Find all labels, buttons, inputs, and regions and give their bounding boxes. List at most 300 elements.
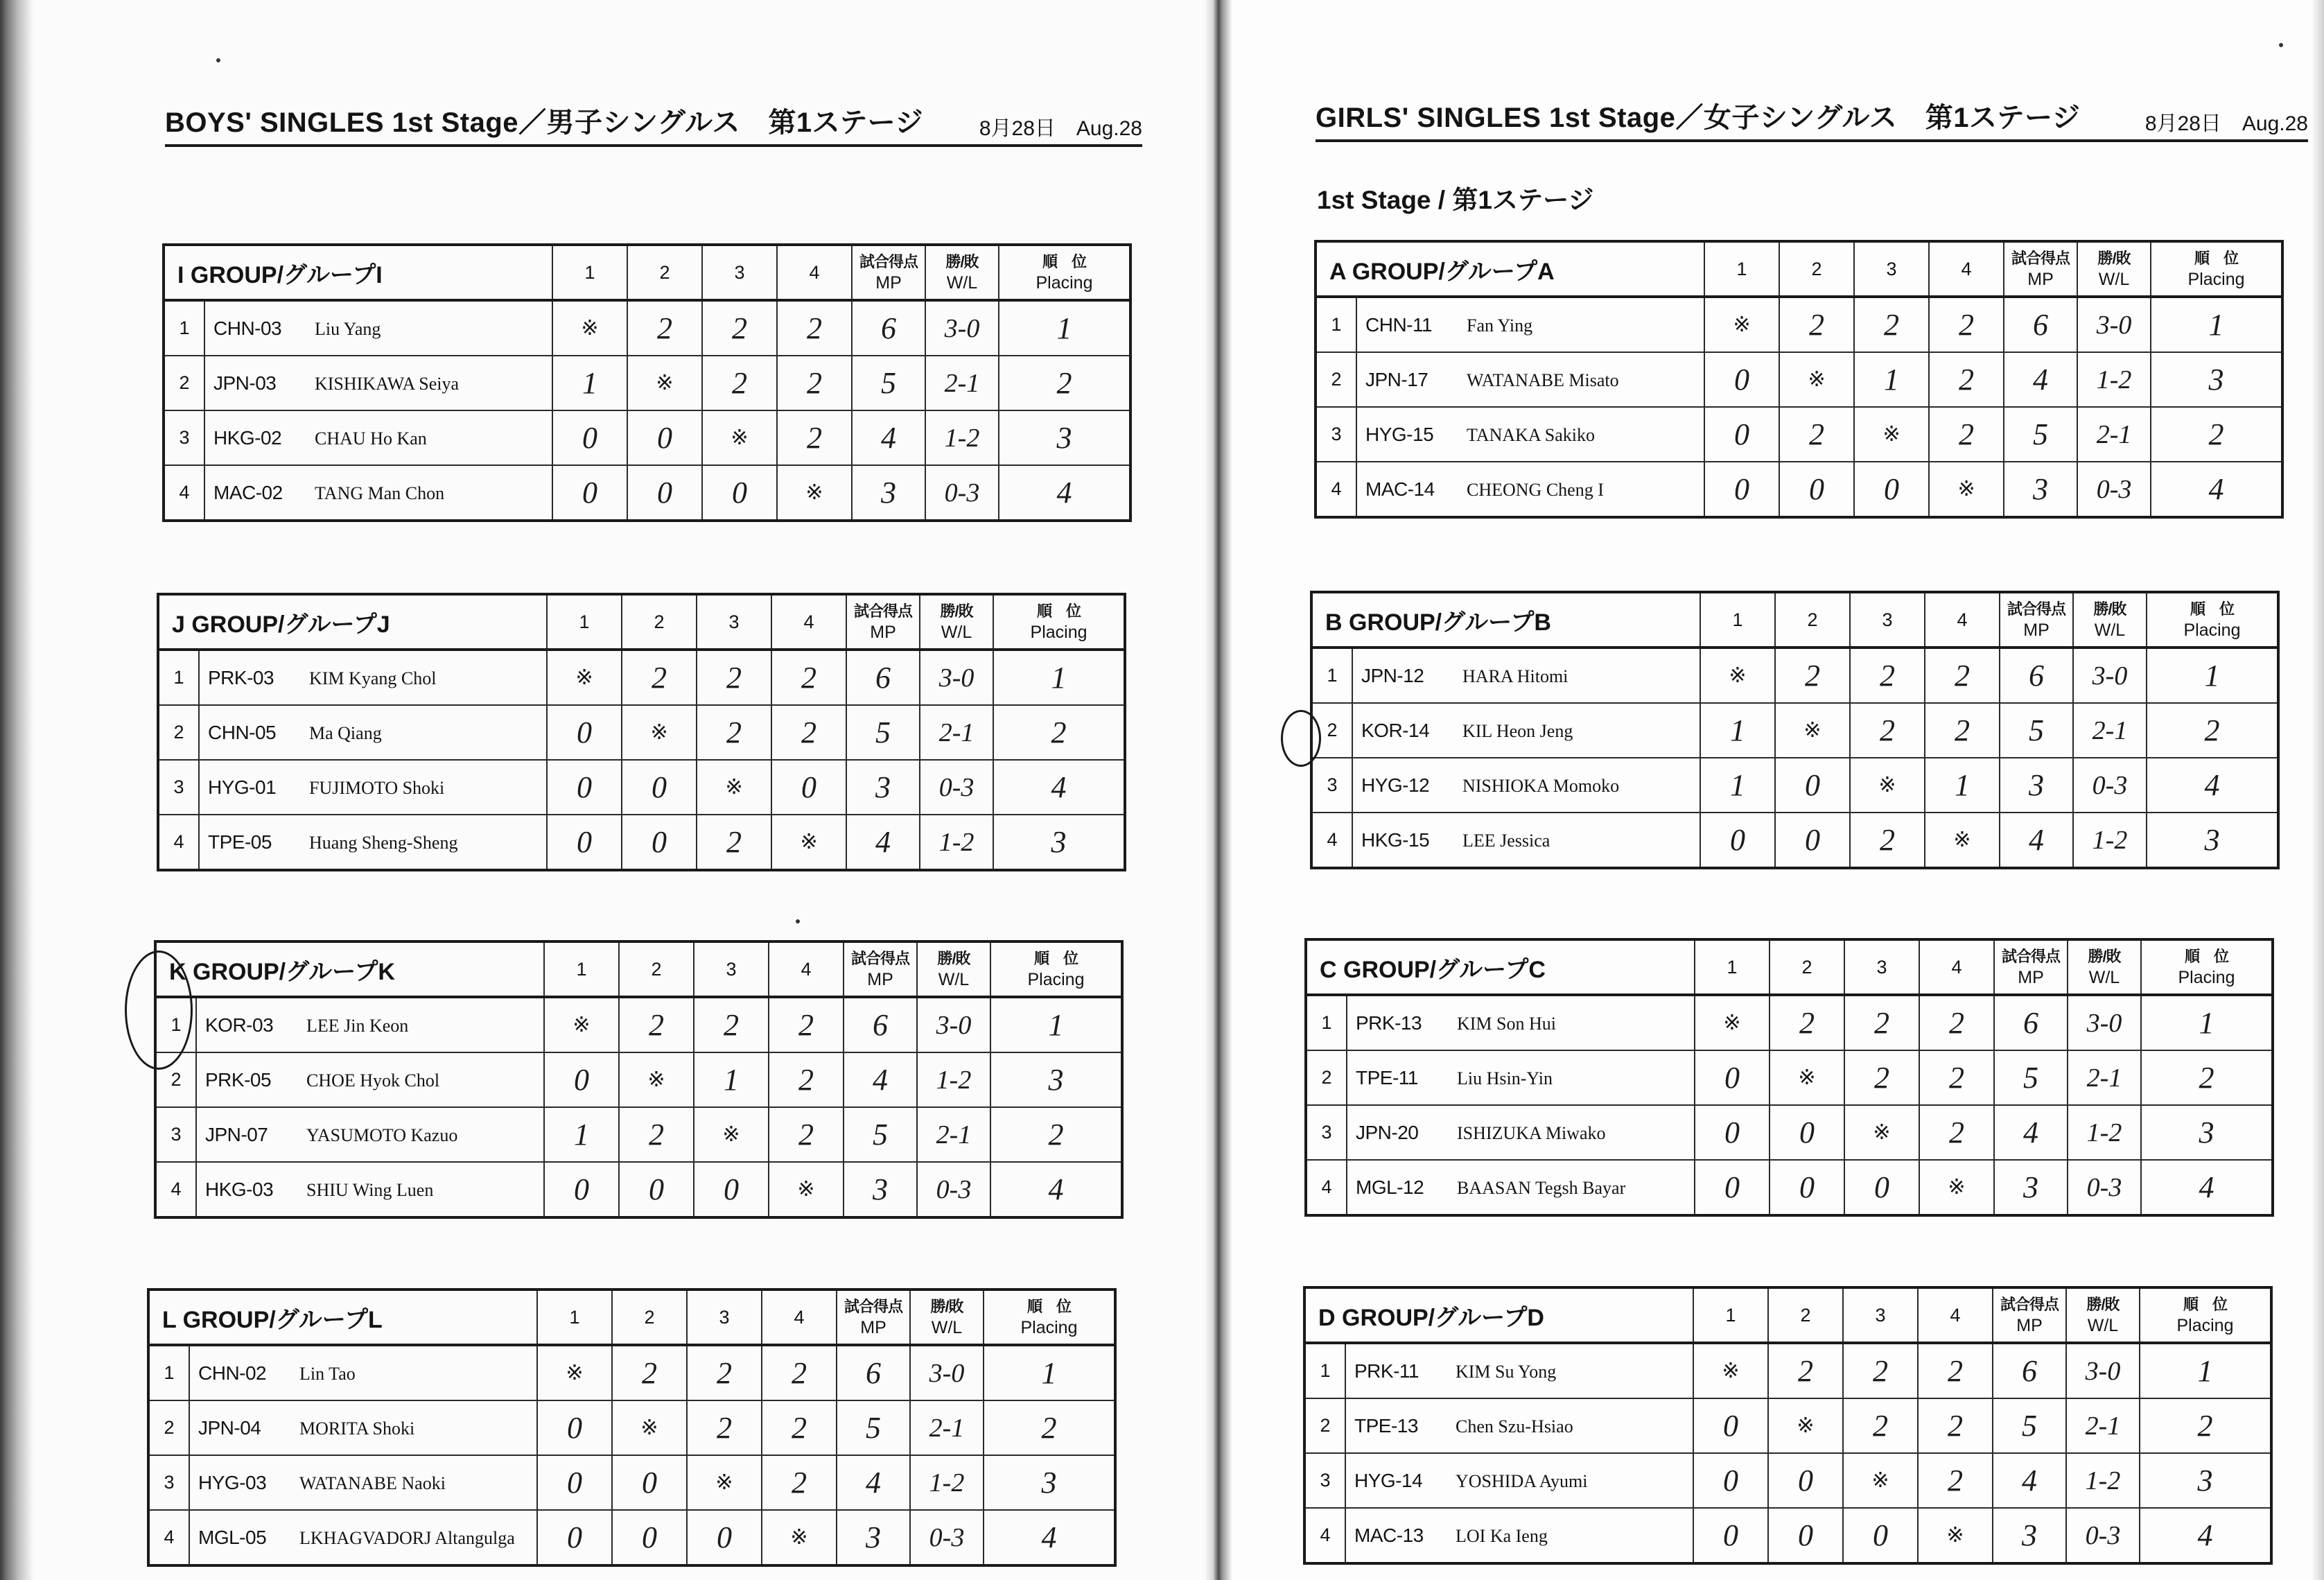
group-name: D GROUP/グループD [1304, 1287, 1693, 1343]
placing-header-jp: 順 位 [2184, 948, 2228, 965]
mp-header-en: MP [2016, 1316, 2043, 1335]
table-row [1304, 1453, 2271, 1508]
match-score: 2 [687, 1400, 762, 1455]
group-table [154, 940, 1124, 1219]
match-score: 2 [1918, 1343, 1993, 1398]
match-score: 2 [777, 410, 852, 465]
match-score: 0 [1704, 462, 1779, 517]
wl-header [2066, 1287, 2140, 1343]
match-score: 1 [1700, 703, 1775, 758]
match-score: 0 [1779, 462, 1854, 517]
match-score: 0 [552, 410, 627, 465]
player-cell [204, 300, 552, 356]
table-row [1306, 1050, 2273, 1105]
player-code: CHN-11 [1365, 313, 1433, 336]
opponent-column-header: 2 [622, 594, 697, 650]
match-points: 6 [846, 650, 920, 705]
player-name: Fan Ying [1467, 315, 1533, 336]
player-name: MORITA Shoki [299, 1418, 415, 1439]
placing: 2 [2141, 1050, 2273, 1105]
win-loss: 1-2 [910, 1455, 984, 1510]
self-match-mark: ※ [1919, 1160, 1994, 1215]
wl-header [910, 1290, 984, 1345]
seed-number: 1 [1304, 1343, 1345, 1398]
match-score: 0 [1770, 1160, 1844, 1215]
group-header-row [164, 245, 1130, 300]
mp-header [2004, 241, 2077, 297]
player-code: PRK-13 [1356, 1012, 1422, 1034]
match-score: 2 [1775, 648, 1850, 703]
table-row [155, 1162, 1122, 1217]
wl-header-jp: 勝/敗 [940, 602, 973, 620]
boys-date: 8月28日 Aug.28 [979, 117, 1142, 140]
match-score: 0 [612, 1455, 687, 1510]
player-code: HKG-02 [213, 426, 282, 449]
group-name: J GROUP/グループJ [158, 594, 547, 650]
match-score: 0 [1768, 1453, 1843, 1508]
table-row [1316, 297, 2282, 352]
table-row [1311, 813, 2278, 868]
placing-header-en: Placing [2178, 968, 2235, 987]
match-score: 2 [694, 997, 769, 1052]
match-score: 0 [627, 465, 702, 521]
player-cell [1345, 1398, 1693, 1453]
match-score: 1 [694, 1052, 769, 1107]
seed-number: 1 [1316, 297, 1356, 352]
player-cell [1356, 407, 1704, 462]
match-score: 1 [552, 356, 627, 410]
placing-header-jp: 順 位 [1037, 602, 1081, 620]
win-loss: 3-0 [917, 997, 990, 1052]
match-score: 0 [1693, 1508, 1768, 1563]
placing: 1 [993, 650, 1125, 705]
player-name: LKHAGVADORJ Altangulga [299, 1527, 515, 1548]
win-loss: 2-1 [917, 1107, 990, 1162]
boys-header [165, 104, 1142, 147]
placing-header-en: Placing [2176, 1316, 2234, 1335]
match-score: 0 [694, 1162, 769, 1217]
player-name: YASUMOTO Kazuo [306, 1125, 458, 1145]
player-name: NISHIOKA Momoko [1462, 775, 1620, 796]
placing: 1 [999, 300, 1130, 356]
placing: 3 [2140, 1453, 2271, 1508]
match-score: 2 [777, 356, 852, 410]
match-points: 6 [852, 300, 925, 356]
match-points: 3 [2004, 462, 2077, 517]
table-row [1306, 995, 2273, 1050]
match-score: 2 [1929, 407, 2004, 462]
wl-header-en: W/L [938, 970, 970, 989]
girls-subtitle: 1st Stage / 第1ステージ [1317, 186, 1594, 214]
table-row [155, 1052, 1122, 1107]
win-loss: 0-3 [920, 760, 993, 815]
player-code: JPN-20 [1356, 1121, 1419, 1143]
player-name: TANAKA Sakiko [1467, 424, 1595, 445]
player-code: HYG-03 [198, 1471, 267, 1493]
player-name: WATANABE Naoki [299, 1473, 446, 1493]
placing-header-jp: 順 位 [1042, 253, 1086, 270]
player-cell [1345, 1343, 1693, 1398]
match-points: 5 [2000, 703, 2073, 758]
match-points: 5 [844, 1107, 917, 1162]
mp-header-en: MP [2018, 968, 2044, 987]
match-points: 3 [844, 1162, 917, 1217]
page-gutter [1205, 0, 1232, 1580]
player-cell [1352, 703, 1700, 758]
win-loss: 0-3 [2068, 1160, 2141, 1215]
placing: 3 [2147, 813, 2278, 868]
seed-number: 4 [148, 1510, 189, 1565]
wl-header-jp: 勝/敗 [937, 950, 970, 967]
seed-number: 3 [1311, 758, 1352, 813]
player-code: PRK-05 [205, 1068, 272, 1091]
match-points: 5 [2004, 407, 2077, 462]
seed-number: 4 [164, 465, 204, 521]
player-cell [1345, 1508, 1693, 1563]
player-cell [204, 465, 552, 521]
handwritten-circle-b-group [1281, 710, 1321, 767]
mp-header-jp: 試合得点 [2007, 600, 2065, 618]
self-match-mark: ※ [1843, 1453, 1918, 1508]
player-code: MAC-13 [1354, 1524, 1424, 1546]
table-row [148, 1510, 1115, 1565]
wl-header [2077, 241, 2151, 297]
win-loss: 2-1 [2077, 407, 2151, 462]
placing-header-en: Placing [1020, 1318, 1078, 1337]
win-loss: 2-1 [925, 356, 999, 410]
match-points: 5 [852, 356, 925, 410]
match-score: 2 [1925, 648, 2000, 703]
player-code: HYG-12 [1361, 774, 1430, 796]
player-name: LOI Ka Ieng [1456, 1525, 1548, 1546]
opponent-column-header: 1 [537, 1290, 612, 1345]
player-code: TPE-13 [1354, 1414, 1418, 1436]
placing-header-en: Placing [1030, 623, 1087, 642]
girls-title: GIRLS' SINGLES 1st Stage／女子シングルス 第1ステージ [1316, 103, 2081, 133]
placing: 1 [2141, 995, 2273, 1050]
match-score: 2 [1919, 1105, 1994, 1160]
placing-header [2141, 939, 2273, 995]
table-row [1304, 1508, 2271, 1563]
seed-number: 4 [158, 815, 199, 870]
wl-header [920, 594, 993, 650]
player-code: JPN-04 [198, 1416, 261, 1439]
match-score: 0 [619, 1162, 694, 1217]
mp-header [2000, 592, 2073, 648]
match-score: 2 [1843, 1343, 1918, 1398]
self-match-mark: ※ [544, 997, 619, 1052]
opponent-column-header: 3 [1850, 592, 1925, 648]
match-score: 2 [622, 650, 697, 705]
table-row [1316, 462, 2282, 517]
match-points: 6 [1993, 1343, 2066, 1398]
win-loss: 2-1 [910, 1400, 984, 1455]
match-score: 0 [547, 815, 622, 870]
mp-header-en: MP [2023, 620, 2050, 640]
placing: 4 [984, 1510, 1115, 1565]
opponent-column-header: 4 [1919, 939, 1994, 995]
match-score: 0 [1844, 1160, 1919, 1215]
seed-number: 3 [155, 1107, 196, 1162]
match-score: 2 [697, 650, 771, 705]
opponent-column-header: 2 [1775, 592, 1850, 648]
player-name: BAASAN Tegsh Bayar [1457, 1177, 1626, 1198]
match-score: 2 [1770, 995, 1844, 1050]
seed-number: 3 [1316, 407, 1356, 462]
placing: 1 [2140, 1343, 2271, 1398]
placing-header-en: Placing [1036, 273, 1093, 293]
win-loss: 3-0 [2066, 1343, 2140, 1398]
placing-header-jp: 順 位 [2190, 600, 2234, 618]
table-row [1316, 352, 2282, 407]
opponent-column-header: 4 [1929, 241, 2004, 297]
player-code: MGL-05 [198, 1526, 267, 1548]
self-match-mark: ※ [1700, 648, 1775, 703]
player-cell [204, 356, 552, 410]
seed-number: 2 [1311, 703, 1352, 758]
girls-date: 8月28日 Aug.28 [2144, 112, 2308, 135]
opponent-column-header: 1 [1700, 592, 1775, 648]
player-name: Chen Szu-Hsiao [1456, 1416, 1573, 1436]
match-score: 1 [1925, 758, 2000, 813]
opponent-column-header: 4 [769, 941, 844, 997]
match-points: 5 [846, 705, 920, 760]
win-loss: 3-0 [2068, 995, 2141, 1050]
player-name: WATANABE Misato [1467, 370, 1619, 390]
player-code: PRK-11 [1354, 1360, 1419, 1382]
player-cell [1352, 648, 1700, 703]
player-code: TPE-11 [1356, 1066, 1418, 1088]
player-name: CHEONG Cheng I [1467, 479, 1604, 500]
player-cell [1356, 297, 1704, 352]
group-table [1303, 1286, 2273, 1565]
seed-number: 2 [155, 1052, 196, 1107]
opponent-column-header: 2 [1779, 241, 1854, 297]
match-score: 0 [771, 760, 846, 815]
table-row [155, 997, 1122, 1052]
placing-header-en: Placing [2183, 620, 2241, 640]
self-match-mark: ※ [1925, 813, 2000, 868]
group-table [147, 1288, 1117, 1567]
group-header-row [1311, 592, 2278, 648]
player-name: ISHIZUKA Miwako [1457, 1122, 1606, 1143]
wl-header-jp: 勝/敗 [2086, 1296, 2120, 1313]
table-row [148, 1455, 1115, 1510]
match-score: 0 [622, 760, 697, 815]
group-name: I GROUP/グループI [164, 245, 552, 300]
seed-number: 2 [1304, 1398, 1345, 1453]
match-points: 6 [2000, 648, 2073, 703]
match-score: 0 [537, 1455, 612, 1510]
match-points: 6 [837, 1345, 910, 1400]
placing: 4 [2151, 462, 2282, 517]
match-score: 0 [1843, 1508, 1918, 1563]
self-match-mark: ※ [762, 1510, 837, 1565]
girls-header [1316, 99, 2308, 142]
match-points: 3 [2000, 758, 2073, 813]
wl-header-en: W/L [2087, 1316, 2119, 1335]
player-name: KIL Heon Jeng [1462, 720, 1573, 741]
player-code: CHN-02 [198, 1362, 267, 1384]
mp-header-en: MP [870, 623, 896, 642]
match-score: 2 [1919, 1050, 1994, 1105]
group-header-row [1306, 939, 2273, 995]
player-name: LEE Jessica [1462, 830, 1550, 851]
match-points: 4 [1994, 1105, 2068, 1160]
group-header-row [155, 941, 1122, 997]
opponent-column-header: 1 [1693, 1287, 1768, 1343]
match-score: 2 [1929, 352, 2004, 407]
mp-header [1994, 939, 2068, 995]
match-score: 0 [1693, 1398, 1768, 1453]
group-name: C GROUP/グループC [1306, 939, 1695, 995]
opponent-column-header: 1 [1695, 939, 1770, 995]
group-name: K GROUP/グループK [155, 941, 544, 997]
player-name: YOSHIDA Ayumi [1456, 1470, 1588, 1491]
player-code: HYG-01 [208, 776, 277, 798]
seed-number: 4 [1304, 1508, 1345, 1563]
player-cell [196, 997, 544, 1052]
placing: 2 [984, 1400, 1115, 1455]
match-points: 5 [837, 1400, 910, 1455]
self-match-mark: ※ [769, 1162, 844, 1217]
match-score: 0 [547, 760, 622, 815]
match-score: 2 [1779, 297, 1854, 352]
group-table [157, 593, 1126, 871]
wl-header-jp: 勝/敗 [945, 253, 979, 270]
seed-number: 2 [1306, 1050, 1347, 1105]
opponent-column-header: 2 [619, 941, 694, 997]
table-row [158, 760, 1125, 815]
match-score: 2 [1843, 1398, 1918, 1453]
match-score: 2 [619, 1107, 694, 1162]
placing: 2 [993, 705, 1125, 760]
seed-number: 3 [1306, 1105, 1347, 1160]
player-cell [204, 410, 552, 465]
player-code: JPN-03 [213, 372, 277, 394]
match-points: 3 [846, 760, 920, 815]
table-row [148, 1400, 1115, 1455]
wl-header-jp: 勝/敗 [930, 1298, 963, 1315]
win-loss: 1-2 [2073, 813, 2147, 868]
mp-header-en: MP [860, 1318, 886, 1337]
handwritten-circle-k-group [125, 950, 193, 1070]
match-score: 0 [1695, 1050, 1770, 1105]
seed-number: 1 [1306, 995, 1347, 1050]
opponent-column-header: 3 [694, 941, 769, 997]
match-score: 2 [762, 1400, 837, 1455]
seed-number: 4 [1316, 462, 1356, 517]
scan-speck [2279, 43, 2283, 47]
self-match-mark: ※ [1704, 297, 1779, 352]
wl-header-en: W/L [2088, 968, 2120, 987]
match-score: 2 [687, 1345, 762, 1400]
opponent-column-header: 4 [777, 245, 852, 300]
table-row [164, 465, 1130, 521]
table-row [1306, 1105, 2273, 1160]
placing: 1 [2151, 297, 2282, 352]
seed-number: 1 [158, 650, 199, 705]
match-score: 1 [1854, 352, 1929, 407]
win-loss: 0-3 [910, 1510, 984, 1565]
boys-title: BOYS' SINGLES 1st Stage／男子シングルス 第1ステージ [165, 107, 923, 138]
match-score: 2 [771, 650, 846, 705]
self-match-mark: ※ [702, 410, 777, 465]
table-row [1311, 703, 2278, 758]
mp-header-en: MP [867, 970, 893, 989]
match-score: 2 [1850, 648, 1925, 703]
match-score: 0 [552, 465, 627, 521]
placing-header [2151, 241, 2282, 297]
match-score: 2 [762, 1455, 837, 1510]
placing: 2 [2151, 407, 2282, 462]
group-table [1310, 591, 2280, 869]
placing: 3 [984, 1455, 1115, 1510]
win-loss: 0-3 [2073, 758, 2147, 813]
win-loss: 0-3 [2066, 1508, 2140, 1563]
match-points: 4 [1993, 1453, 2066, 1508]
scan-edge-right [2312, 0, 2324, 1580]
wl-header [2073, 592, 2147, 648]
self-match-mark: ※ [1768, 1398, 1843, 1453]
match-points: 3 [852, 465, 925, 521]
seed-number: 3 [164, 410, 204, 465]
table-row [164, 300, 1130, 356]
placing-header [999, 245, 1130, 300]
wl-header [925, 245, 999, 300]
player-name: Huang Sheng-Sheng [309, 832, 458, 853]
player-code: HYG-15 [1365, 423, 1434, 445]
win-loss: 0-3 [2077, 462, 2151, 517]
mp-header [852, 245, 925, 300]
match-score: 2 [777, 300, 852, 356]
placing: 4 [2141, 1160, 2273, 1215]
opponent-column-header: 2 [627, 245, 702, 300]
match-score: 0 [1768, 1508, 1843, 1563]
placing: 4 [993, 760, 1125, 815]
match-score: 0 [1775, 813, 1850, 868]
wl-header-en: W/L [941, 623, 972, 642]
table-row [155, 1107, 1122, 1162]
match-score: 2 [1918, 1398, 1993, 1453]
match-score: 2 [612, 1345, 687, 1400]
match-score: 2 [769, 1052, 844, 1107]
wl-header-en: W/L [931, 1318, 963, 1337]
match-score: 2 [697, 815, 771, 870]
match-score: 2 [1854, 297, 1929, 352]
match-score: 2 [702, 356, 777, 410]
wl-header-jp: 勝/敗 [2093, 600, 2126, 618]
group-name: L GROUP/グループL [148, 1290, 537, 1345]
group-header-row [1304, 1287, 2271, 1343]
match-score: 2 [1850, 703, 1925, 758]
opponent-column-header: 4 [1925, 592, 2000, 648]
seed-number: 4 [1311, 813, 1352, 868]
win-loss: 0-3 [925, 465, 999, 521]
match-score: 0 [1695, 1105, 1770, 1160]
match-score: 2 [1844, 995, 1919, 1050]
seed-number: 1 [164, 300, 204, 356]
match-score: 2 [627, 300, 702, 356]
match-points: 5 [1993, 1398, 2066, 1453]
match-score: 2 [762, 1345, 837, 1400]
win-loss: 3-0 [910, 1345, 984, 1400]
self-match-mark: ※ [627, 356, 702, 410]
player-name: Lin Tao [299, 1363, 356, 1384]
match-points: 5 [1994, 1050, 2068, 1105]
placing: 1 [2147, 648, 2278, 703]
mp-header [846, 594, 920, 650]
